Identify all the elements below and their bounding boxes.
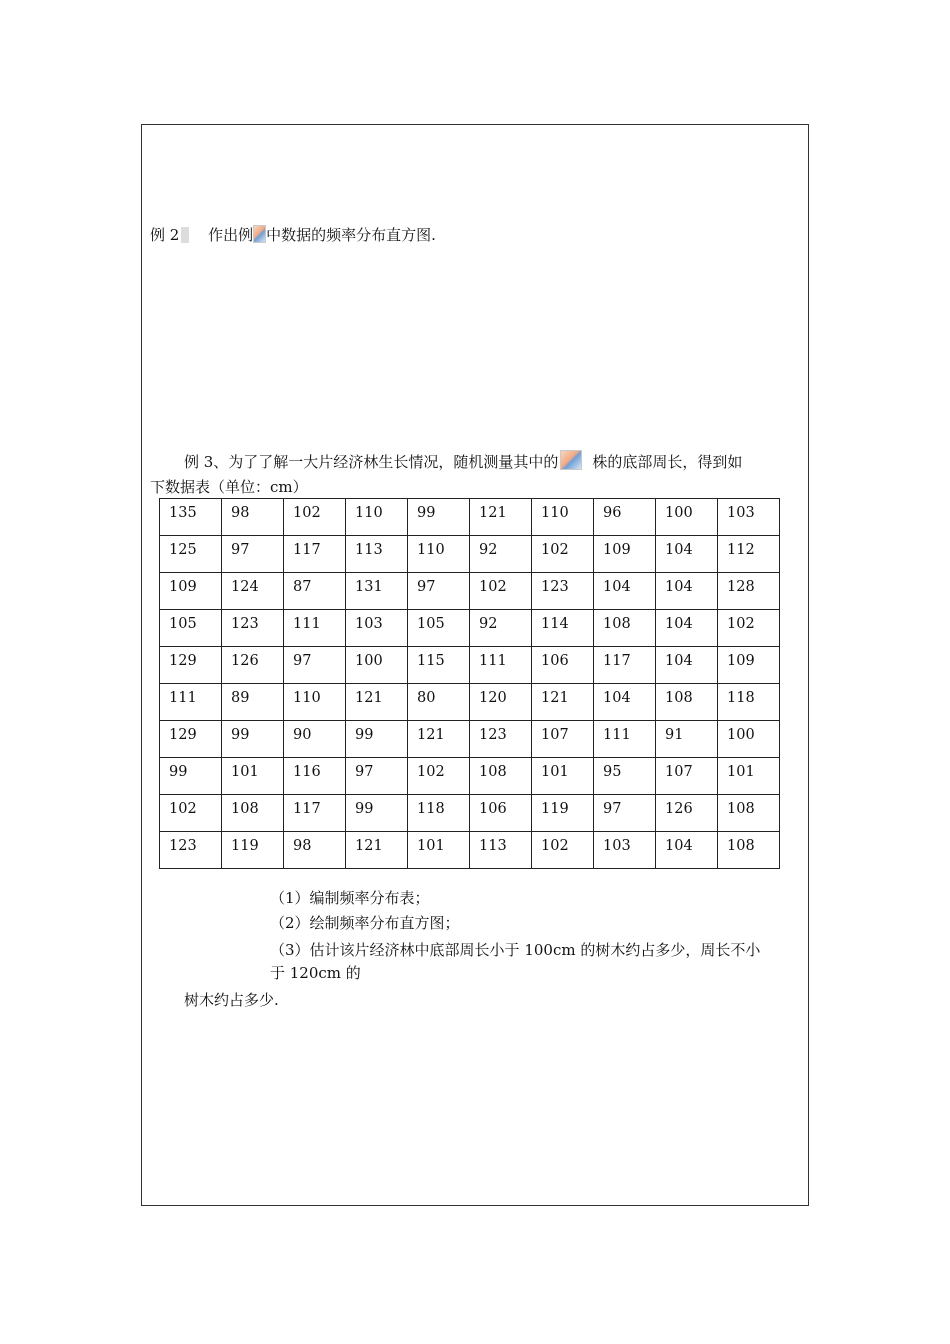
table-cell: 108 bbox=[718, 795, 780, 832]
table-cell: 102 bbox=[532, 832, 594, 869]
table-cell: 115 bbox=[408, 647, 470, 684]
example2-text-after: 中数据的频率分布直方图. bbox=[266, 226, 436, 244]
table-cell: 111 bbox=[594, 721, 656, 758]
table-cell: 104 bbox=[656, 832, 718, 869]
table-cell: 97 bbox=[346, 758, 408, 795]
table-cell: 104 bbox=[594, 573, 656, 610]
table-cell: 105 bbox=[408, 610, 470, 647]
table-cell: 99 bbox=[346, 721, 408, 758]
table-cell: 97 bbox=[222, 536, 284, 573]
table-cell: 104 bbox=[594, 684, 656, 721]
table-cell: 90 bbox=[284, 721, 346, 758]
table-cell: 102 bbox=[408, 758, 470, 795]
table-cell: 111 bbox=[470, 647, 532, 684]
table-cell: 120 bbox=[470, 684, 532, 721]
table-row bbox=[160, 647, 780, 684]
table-cell: 121 bbox=[408, 721, 470, 758]
table-cell: 100 bbox=[656, 499, 718, 536]
question-2: （2）绘制频率分布直方图； bbox=[270, 914, 460, 932]
table-cell: 124 bbox=[222, 573, 284, 610]
table-row bbox=[160, 795, 780, 832]
table-row bbox=[160, 499, 780, 536]
example2-line bbox=[150, 225, 436, 245]
table-row bbox=[160, 536, 780, 573]
table-cell: 129 bbox=[160, 647, 222, 684]
example3-line1 bbox=[184, 450, 742, 472]
table-cell: 104 bbox=[656, 573, 718, 610]
question-3-line3: 树木约占多少. bbox=[184, 991, 279, 1009]
table-cell: 91 bbox=[656, 721, 718, 758]
question-3-line2: 于 120cm 的 bbox=[270, 964, 361, 982]
table-cell: 110 bbox=[346, 499, 408, 536]
table-cell: 110 bbox=[408, 536, 470, 573]
table-cell: 105 bbox=[160, 610, 222, 647]
table-cell: 131 bbox=[346, 573, 408, 610]
table-cell: 104 bbox=[656, 610, 718, 647]
table-cell: 92 bbox=[470, 536, 532, 573]
table-cell: 101 bbox=[222, 758, 284, 795]
table-cell: 99 bbox=[408, 499, 470, 536]
table-cell: 117 bbox=[594, 647, 656, 684]
table-cell: 89 bbox=[222, 684, 284, 721]
table-cell: 110 bbox=[532, 499, 594, 536]
table-cell: 126 bbox=[222, 647, 284, 684]
table-cell: 99 bbox=[222, 721, 284, 758]
table-cell: 114 bbox=[532, 610, 594, 647]
table-cell: 125 bbox=[160, 536, 222, 573]
table-cell: 109 bbox=[160, 573, 222, 610]
table-cell: 99 bbox=[346, 795, 408, 832]
table-cell: 107 bbox=[532, 721, 594, 758]
table-cell: 123 bbox=[222, 610, 284, 647]
inline-image-icon bbox=[253, 225, 266, 243]
table-cell: 96 bbox=[594, 499, 656, 536]
table-cell: 121 bbox=[470, 499, 532, 536]
table-cell: 111 bbox=[160, 684, 222, 721]
table-cell: 108 bbox=[594, 610, 656, 647]
table-cell: 103 bbox=[594, 832, 656, 869]
table-cell: 98 bbox=[222, 499, 284, 536]
table-cell: 101 bbox=[718, 758, 780, 795]
table-row bbox=[160, 610, 780, 647]
table-cell: 109 bbox=[594, 536, 656, 573]
table-cell: 119 bbox=[532, 795, 594, 832]
table-cell: 118 bbox=[408, 795, 470, 832]
table-row bbox=[160, 573, 780, 610]
table-cell: 100 bbox=[718, 721, 780, 758]
table-cell: 112 bbox=[718, 536, 780, 573]
table-row bbox=[160, 684, 780, 721]
table-cell: 102 bbox=[718, 610, 780, 647]
table-cell: 119 bbox=[222, 832, 284, 869]
table-cell: 108 bbox=[470, 758, 532, 795]
table-cell: 97 bbox=[284, 647, 346, 684]
table-cell: 121 bbox=[532, 684, 594, 721]
table-cell: 123 bbox=[532, 573, 594, 610]
table-cell: 104 bbox=[656, 647, 718, 684]
table-cell: 126 bbox=[656, 795, 718, 832]
table-cell: 107 bbox=[656, 758, 718, 795]
table-cell: 117 bbox=[284, 536, 346, 573]
table-cell: 106 bbox=[470, 795, 532, 832]
question-1: （1）编制频率分布表； bbox=[270, 889, 430, 907]
table-cell: 92 bbox=[470, 610, 532, 647]
table-cell: 113 bbox=[470, 832, 532, 869]
question-3-line1: （3）估计该片经济林中底部周长小于 100cm 的树木约占多少，周长不小 bbox=[270, 941, 761, 959]
table-cell: 135 bbox=[160, 499, 222, 536]
table-cell: 101 bbox=[408, 832, 470, 869]
example3-text-before: 例 3、为了了解一大片经济林生长情况，随机测量其中的 bbox=[184, 453, 559, 471]
inline-image-icon bbox=[560, 450, 582, 470]
table-cell: 101 bbox=[532, 758, 594, 795]
table-cell: 103 bbox=[346, 610, 408, 647]
table-cell: 113 bbox=[346, 536, 408, 573]
table-cell: 129 bbox=[160, 721, 222, 758]
example3-text-after: 株的底部周长，得到如 bbox=[592, 453, 743, 471]
example2-text-before: 作出例 bbox=[208, 226, 254, 244]
table-cell: 118 bbox=[718, 684, 780, 721]
example2-prefix: 例 2 bbox=[150, 226, 180, 244]
table-cell: 99 bbox=[160, 758, 222, 795]
table-cell: 97 bbox=[408, 573, 470, 610]
gray-marker-icon bbox=[181, 227, 189, 243]
table-cell: 121 bbox=[346, 832, 408, 869]
table-cell: 108 bbox=[222, 795, 284, 832]
table-cell: 95 bbox=[594, 758, 656, 795]
table-cell: 108 bbox=[656, 684, 718, 721]
table-cell: 100 bbox=[346, 647, 408, 684]
table-cell: 128 bbox=[718, 573, 780, 610]
table-cell: 102 bbox=[160, 795, 222, 832]
table-row bbox=[160, 832, 780, 869]
table-cell: 97 bbox=[594, 795, 656, 832]
table-cell: 102 bbox=[470, 573, 532, 610]
table-cell: 111 bbox=[284, 610, 346, 647]
table-row bbox=[160, 721, 780, 758]
table-cell: 117 bbox=[284, 795, 346, 832]
table-cell: 102 bbox=[532, 536, 594, 573]
table-cell: 123 bbox=[470, 721, 532, 758]
table-cell: 106 bbox=[532, 647, 594, 684]
table-cell: 110 bbox=[284, 684, 346, 721]
table-cell: 80 bbox=[408, 684, 470, 721]
table-cell: 116 bbox=[284, 758, 346, 795]
table-cell: 121 bbox=[346, 684, 408, 721]
table-cell: 108 bbox=[718, 832, 780, 869]
table-row bbox=[160, 758, 780, 795]
data-table bbox=[159, 498, 780, 869]
example3-line2: 下数据表（单位：cm） bbox=[150, 478, 308, 496]
table-cell: 98 bbox=[284, 832, 346, 869]
table-cell: 102 bbox=[284, 499, 346, 536]
table-cell: 87 bbox=[284, 573, 346, 610]
table-cell: 103 bbox=[718, 499, 780, 536]
table-cell: 104 bbox=[656, 536, 718, 573]
table-cell: 123 bbox=[160, 832, 222, 869]
table-cell: 109 bbox=[718, 647, 780, 684]
